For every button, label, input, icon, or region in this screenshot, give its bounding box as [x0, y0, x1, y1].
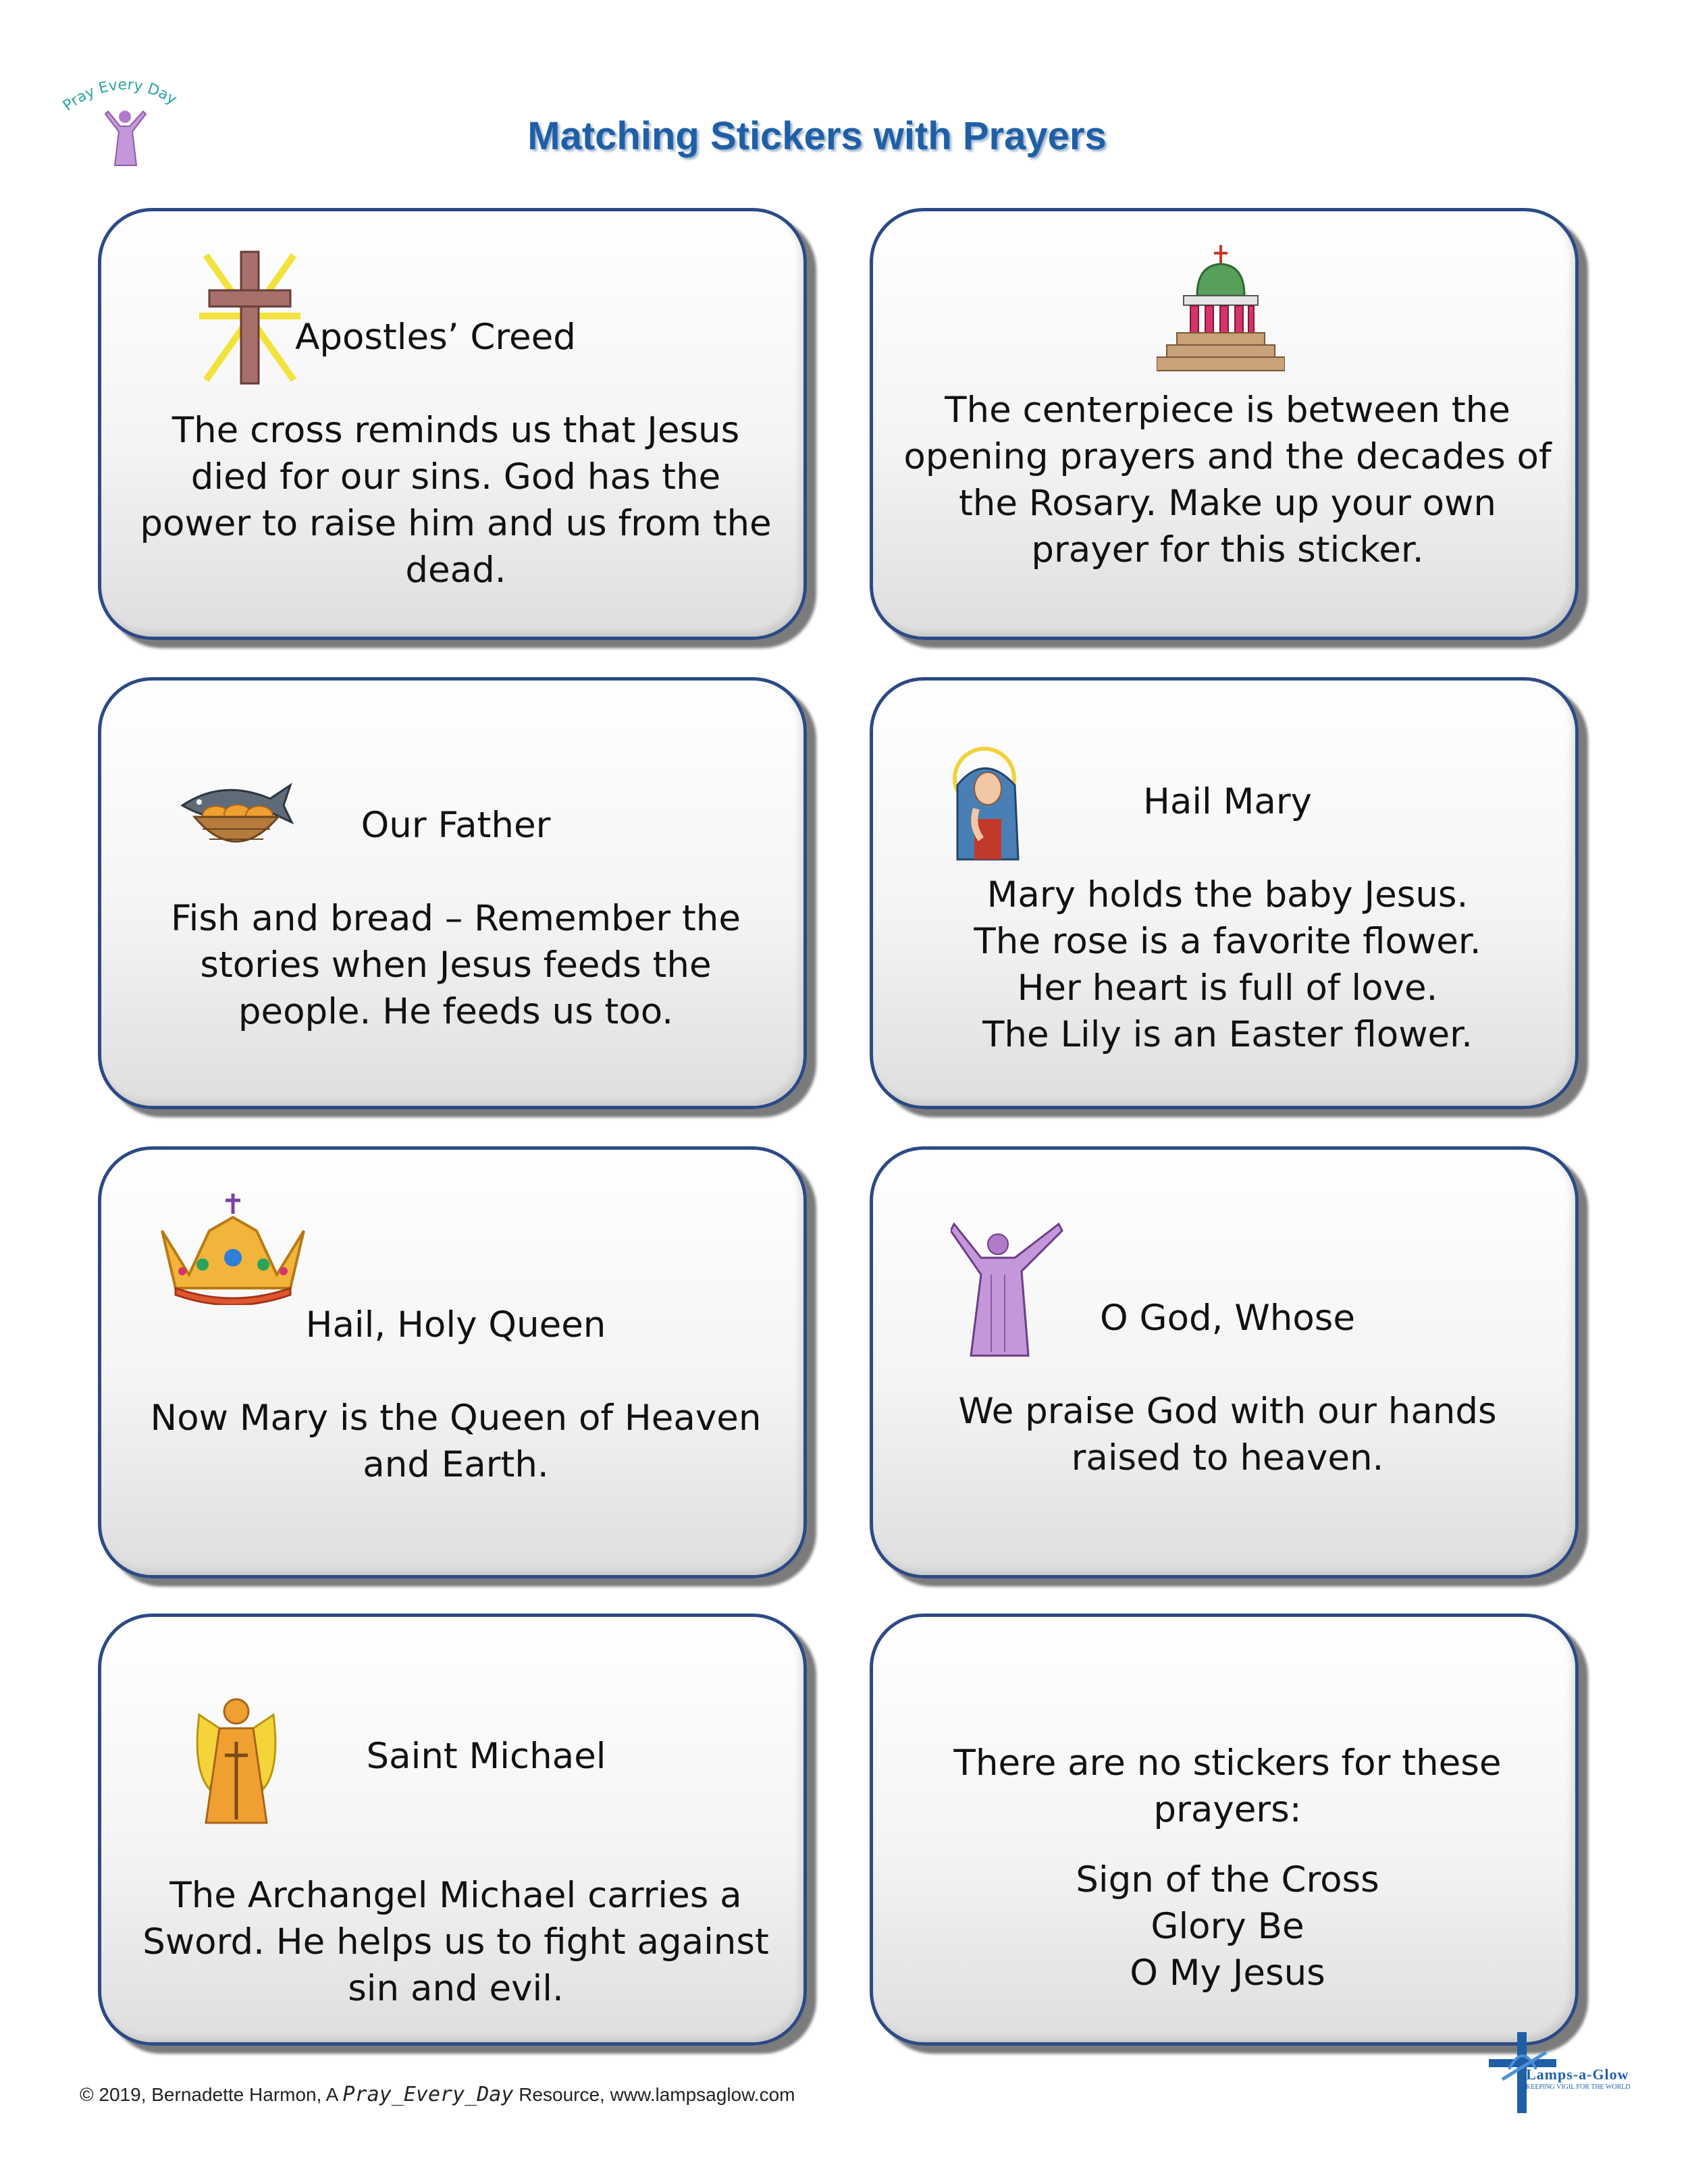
card-text-line: There are no stickers for these [953, 1742, 1502, 1784]
angel-icon [192, 1688, 280, 1829]
card-no-stickers [870, 1614, 1579, 2046]
card-title: Hail, Holy Queen [305, 1304, 606, 1346]
card-centerpiece [870, 208, 1579, 640]
card-our-father [98, 677, 807, 1109]
card-title: Our Father [361, 805, 551, 846]
card-text-line: The Lily is an Easter flower. [982, 1014, 1473, 1055]
card-title: Apostles’ Creed [295, 317, 576, 358]
prayer-name: Glory Be [1151, 1906, 1304, 1947]
svg-text:Pray Every Day: Pray Every Day [61, 76, 180, 115]
logo-tagline: KEEPING VIGIL FOR THE WORLD [1526, 2083, 1631, 2091]
card-text-line: The rose is a favorite flower. [974, 921, 1481, 962]
card-text-line: power to raise him and us from the [140, 503, 772, 544]
card-title: Saint Michael [366, 1736, 606, 1777]
footer-copyright [80, 2083, 795, 2106]
card-text-line: The centerpiece is between the [945, 390, 1510, 431]
footer-brand: Pray_Every_Day [342, 2083, 514, 2106]
card-text-line: Now Mary is the Queen of Heaven [150, 1397, 762, 1439]
card-hail-mary [870, 677, 1579, 1109]
centerpiece-icon [1157, 245, 1285, 376]
card-text-line: prayer for this sticker. [1031, 529, 1424, 570]
footer-copyright-text: © 2019, Bernadette Harmon, A [80, 2084, 343, 2105]
card-text-line: stories when Jesus feeds the [200, 944, 712, 986]
card-text-line: The cross reminds us that Jesus [172, 410, 740, 451]
card-text-line: sin and evil. [348, 1968, 564, 2009]
prayer-name: O My Jesus [1130, 1952, 1325, 1994]
card-text-line: and Earth. [363, 1444, 549, 1485]
card-saint-michael [98, 1614, 807, 2046]
card-text-line: We praise God with our hands [958, 1391, 1497, 1432]
card-text-line: people. He feeds us too. [238, 991, 674, 1032]
card-text-line: Sword. He helps us to fight against [142, 1921, 769, 1963]
footer-resource-text: Resource, www.lampsaglow.com [513, 2084, 795, 2105]
card-text-line: The Archangel Michael carries a [169, 1875, 742, 1916]
card-text-line: prayers: [1153, 1789, 1302, 1830]
card-text-line: dead. [405, 550, 506, 591]
praying-figure-icon [951, 1221, 1065, 1365]
card-hail-holy-queen [98, 1146, 807, 1578]
card-text-line: Fish and bread – Remember the [171, 898, 741, 939]
prayer-name: Sign of the Cross [1076, 1859, 1379, 1900]
card-apostles-creed [98, 208, 807, 640]
card-title: Hail Mary [1143, 781, 1312, 822]
card-text-line: died for our sins. God has the [190, 456, 721, 498]
page-title: Matching Stickers with Prayers [527, 114, 1107, 158]
logo-name: Lamps-a-Glow [1526, 2066, 1629, 2083]
card-text-line: the Rosary. Make up your own [958, 483, 1496, 524]
card-title: O God, Whose [1099, 1298, 1356, 1339]
card-o-god-whose [870, 1146, 1579, 1578]
card-text-line: Mary holds the baby Jesus. [986, 874, 1469, 915]
card-text-line: Her heart is full of love. [1017, 967, 1438, 1009]
card-text-line: raised to heaven. [1071, 1437, 1384, 1479]
crown-icon [155, 1190, 311, 1308]
card-text-line: opening prayers and the decades of [903, 436, 1552, 477]
